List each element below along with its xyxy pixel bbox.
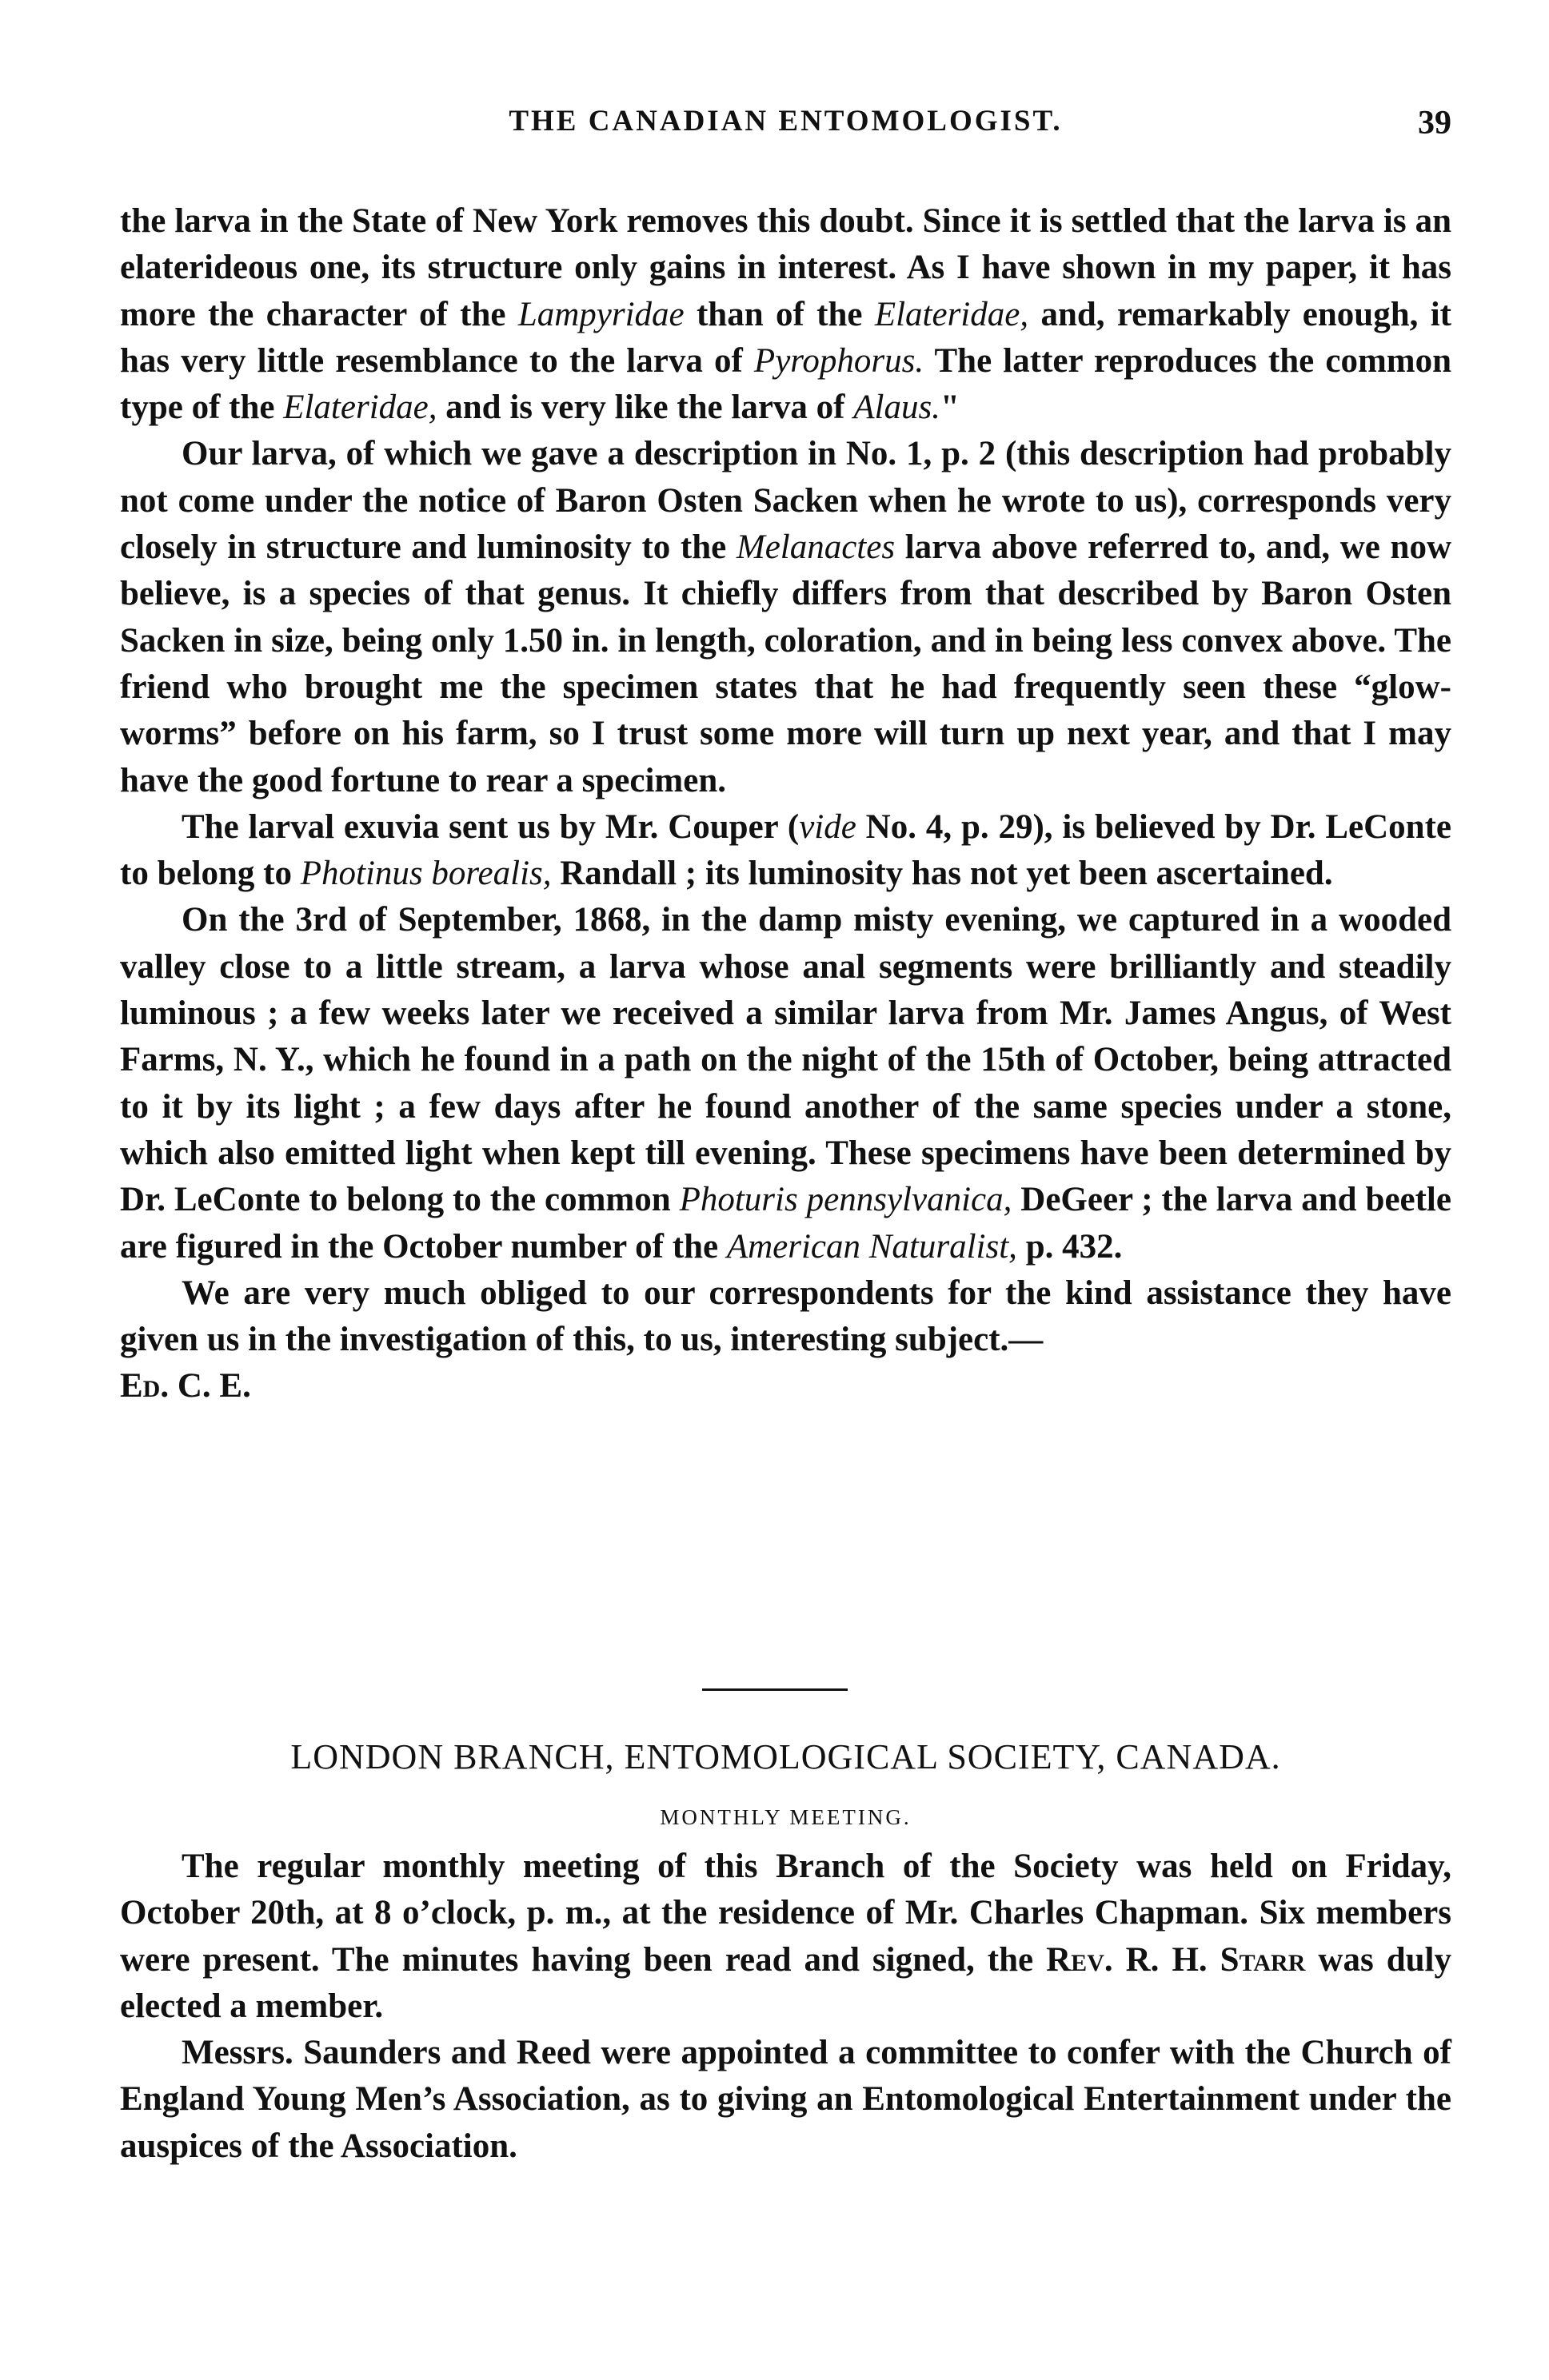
- meeting-report: [120, 1719, 1451, 2170]
- italic-taxon: Elateridae,: [874, 295, 1029, 333]
- text-run: the larva in the State of New York removes this doubt. Since it is settled that the larva is an elaterideous one, its structure only gains in interest. As I have shown in my paper, it has more the character of the: [120, 202, 1451, 333]
- text-run: On the 3rd of September, 1868, in the damp misty evening, we captured in a wooded valley close to a little stream, a larva whose anal segments were brilliantly and steadily luminous ; a few weeks later we received a similar larva from Mr. James Angus, of West Farms, N. Y., which he found in a path on the night of the 15th of October, being attracted to it by its light ; a few days after he found another of the same species under a stone, which also emitted light when kept till evening. These specimens have been determined by Dr. LeConte to belong to the common: [120, 901, 1451, 1219]
- text-run: The regular monthly meeting of this Branch of the Society was held on Friday, October 20th, at 8 o’clock, p. m., at the residence of Mr. Charles Chapman. Six members were present. The minutes having been read and signed, the: [120, 1848, 1451, 1979]
- text-run: No. 4, p. 29), is believed by Dr. LeConte to belong to: [120, 807, 1451, 893]
- italic-taxon: Photuris pennsylvanica,: [679, 1181, 1012, 1219]
- text-run: larva above referred to, and, we now believe, is a species of that genus. It chiefly differs from that described by Baron Osten Sacken in size, being only 1.50 in. in length, coloration, and in being less convex above. The friend who brought me the specimen states that he had frequently seen these “glow-worms” before on his farm, so I trust some more will turn up next year, and that I may have the good fortune to rear a specimen.: [120, 528, 1451, 799]
- italic-term: vide: [799, 807, 856, 846]
- paragraph-3: [120, 804, 1451, 898]
- italic-title: American Naturalist,: [726, 1227, 1017, 1266]
- italic-taxon: Melanactes: [736, 528, 896, 567]
- text-run: DeGeer ; the larva and beetle are figured in the October number of the: [120, 1181, 1451, 1266]
- signature-text: Ed. C. E.: [120, 1367, 251, 1405]
- italic-taxon: Elateridae,: [283, 389, 437, 427]
- article-body: [120, 198, 1451, 1410]
- text-run: Randall ; its luminosity has not yet been ascertained.: [551, 855, 1333, 893]
- text-run: Our larva, of which we gave a description in No. 1, p. 2 (this description had probably not come under the notice of Baron Osten Sacken when he wrote to us), corresponds very closely in structure and luminosity to the: [120, 435, 1451, 567]
- text-run: and is very like the larva of: [437, 389, 854, 427]
- text-run: The larval exuvia sent us by Mr. Couper (: [182, 807, 800, 846]
- section-title: LONDON BRANCH, ENTOMOLOGICAL SOCIETY, CANADA.: [290, 1737, 1281, 1776]
- running-title: THE CANADIAN ENTOMOLOGIST.: [509, 105, 1063, 138]
- italic-taxon: Pyrophorus.: [753, 341, 924, 380]
- meeting-paragraph-1: [120, 1844, 1451, 2030]
- editor-signature: [120, 1363, 1451, 1409]
- text-run: than of the: [684, 295, 875, 333]
- paragraph-1: [120, 198, 1451, 431]
- text-run: and, remarkably enough, it has very little resemblance to the larva of: [120, 295, 1451, 380]
- paragraph-2: [120, 431, 1451, 803]
- paragraph-5: [120, 1270, 1451, 1364]
- paragraph-4: [120, 897, 1451, 1270]
- text-run: ": [940, 389, 960, 427]
- member-name: Rev. R. H. Starr: [1046, 1940, 1306, 1979]
- italic-taxon: Lampyridae: [517, 295, 685, 333]
- running-head: [120, 104, 1451, 144]
- text-run: We are very much obliged to our correspondents for the kind assistance they have given us in the investigation of this, to us, interesting subject.—: [120, 1274, 1451, 1359]
- text-run: The latter reproduces the common type of the: [120, 341, 1451, 427]
- italic-taxon: Alaus.: [853, 389, 940, 427]
- meeting-paragraph-2: Messrs. Saunders and Reed were appointed a committee to confer with the Church of England Young Men’s Association, as to giving an Entomological Entertainment under the auspices of the Association.: [120, 2034, 1451, 2165]
- text-run: p. 432.: [1016, 1227, 1123, 1266]
- text-run: was duly elected a member.: [120, 1940, 1451, 2025]
- section-subtitle: MONTHLY MEETING.: [660, 1805, 912, 1829]
- italic-taxon: Photinus borealis,: [300, 855, 552, 893]
- section-divider: [702, 1688, 848, 1691]
- page-number: 39: [1418, 105, 1451, 142]
